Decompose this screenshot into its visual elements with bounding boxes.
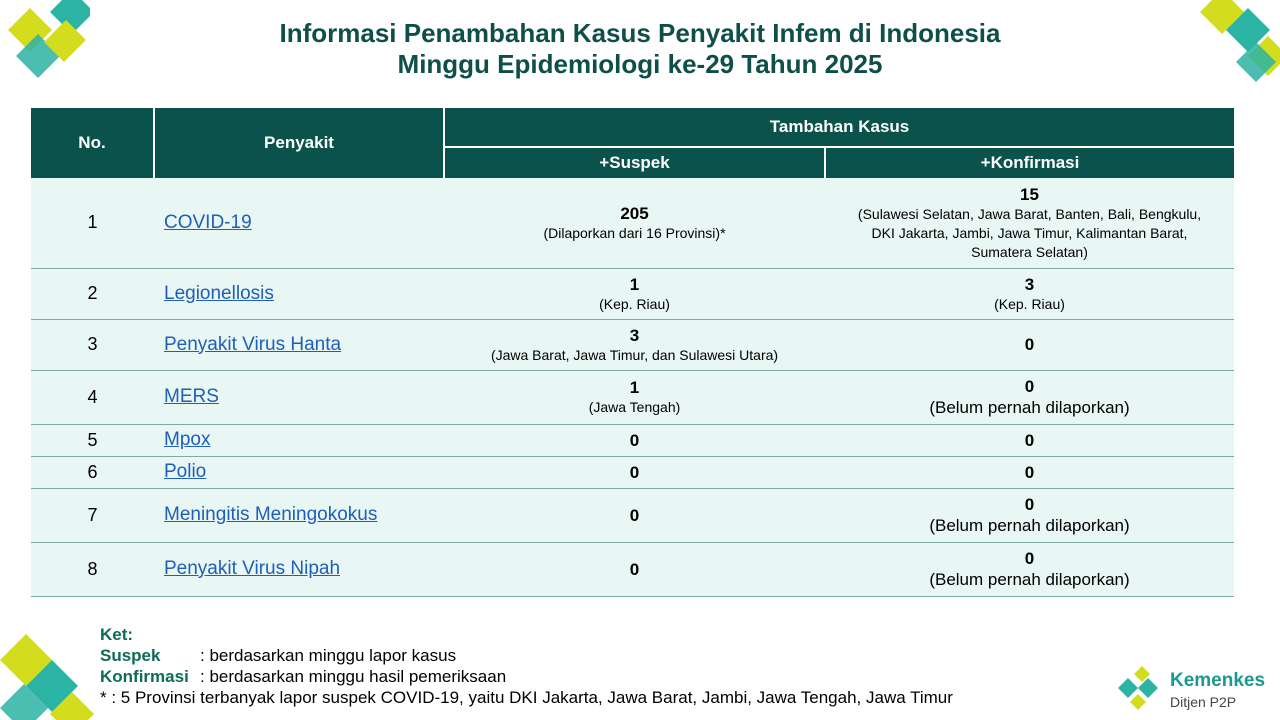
suspect-count: 0 [629, 462, 640, 482]
row-no: 7 [31, 488, 154, 542]
table-row [31, 370, 1234, 424]
disease-link[interactable]: Penyakit Virus Hanta [164, 333, 342, 355]
suspect-desc: : berdasarkan minggu lapor kasus [200, 646, 457, 665]
table-row [31, 178, 1234, 268]
confirmed-count: 3 [1024, 274, 1035, 294]
confirmed-count: 0 [1024, 376, 1035, 396]
page-title [0, 18, 1280, 80]
logo-name: Kemenkes [1170, 670, 1266, 691]
title-line-1: Informasi Penambahan Kasus Penyakit Infem di Indonesia [279, 18, 1001, 48]
confirmed-count: 0 [1024, 462, 1035, 482]
table-row [31, 268, 1234, 319]
disease-link[interactable]: Legionellosis [164, 282, 274, 304]
confirmed-note: (Belum pernah dilaporkan) [929, 515, 1130, 535]
confirmed-note: (Belum pernah dilaporkan) [929, 569, 1130, 589]
footnote: * : 5 Provinsi terbanyak lapor suspek COVID-19, yaitu DKI Jakarta, Jawa Barat, Jambi, Jawa Tengah, Jawa Timur [100, 688, 953, 707]
header-no: No. [31, 108, 154, 178]
logo-sub: Ditjen P2P [1170, 694, 1237, 710]
header-confirmed: +Konfirmasi [825, 147, 1234, 178]
suspect-count: 0 [629, 559, 640, 579]
confirmed-desc: : berdasarkan minggu hasil pemeriksaan [200, 667, 507, 686]
disease-link[interactable]: MERS [164, 386, 219, 407]
suspect-count: 1 [629, 378, 640, 397]
kemenkes-logo [1112, 662, 1272, 714]
legend-notes [100, 624, 953, 708]
suspect-note: (Jawa Tengah) [588, 399, 681, 415]
suspect-count: 0 [629, 430, 640, 450]
table-row [31, 319, 1234, 370]
row-no: 1 [31, 178, 154, 268]
suspect-note: (Jawa Barat, Jawa Timur, dan Sulawesi Utara) [490, 346, 779, 363]
notes-heading: Ket: [100, 625, 134, 644]
row-no: 3 [31, 319, 154, 370]
confirmed-count: 0 [1024, 430, 1035, 450]
suspect-count: 1 [629, 274, 640, 294]
suspect-count: 3 [629, 325, 640, 345]
suspect-note: (Kep. Riau) [599, 295, 670, 312]
suspect-count: 0 [629, 505, 640, 525]
disease-link[interactable]: COVID-19 [164, 211, 252, 233]
table-row [31, 542, 1234, 596]
row-no: 8 [31, 542, 154, 596]
confirmed-count: 0 [1024, 548, 1035, 568]
confirmed-count: 0 [1024, 335, 1035, 354]
kemenkes-logo-icon [1112, 662, 1164, 714]
table-row [31, 456, 1234, 488]
header-additional-cases: Tambahan Kasus [444, 108, 1234, 147]
confirmed-term: Konfirmasi [100, 667, 189, 686]
table-row [31, 424, 1234, 456]
disease-link[interactable]: Meningitis Meningokokus [164, 504, 378, 525]
disease-cases-table [31, 108, 1234, 597]
header-suspect: +Suspek [444, 147, 825, 178]
suspect-count: 205 [620, 203, 649, 223]
disease-link[interactable]: Polio [164, 461, 207, 482]
row-no: 4 [31, 370, 154, 424]
confirmed-count: 0 [1024, 494, 1035, 514]
row-no: 2 [31, 268, 154, 319]
confirmed-note: (Belum pernah dilaporkan) [929, 397, 1130, 417]
disease-link[interactable]: Mpox [164, 429, 211, 450]
row-no: 6 [31, 456, 154, 488]
disease-link[interactable]: Penyakit Virus Nipah [164, 558, 341, 579]
header-disease: Penyakit [154, 108, 444, 178]
title-line-2: Minggu Epidemiologi ke-29 Tahun 2025 [397, 49, 883, 79]
table-row [31, 488, 1234, 542]
corner-decoration-bottom-left [0, 630, 100, 720]
confirmed-note: (Kep. Riau) [994, 295, 1065, 312]
confirmed-count: 15 [1020, 184, 1039, 204]
suspect-term: Suspek [100, 646, 161, 665]
suspect-note: (Dilaporkan dari 16 Provinsi)* [543, 224, 726, 241]
row-no: 5 [31, 424, 154, 456]
confirmed-note: (Sulawesi Selatan, Jawa Barat, Banten, Bali, Bengkulu, DKI Jakarta, Jambi, Jawa Timur, Kalimantan Barat, Sumatera Selatan) [857, 205, 1202, 260]
